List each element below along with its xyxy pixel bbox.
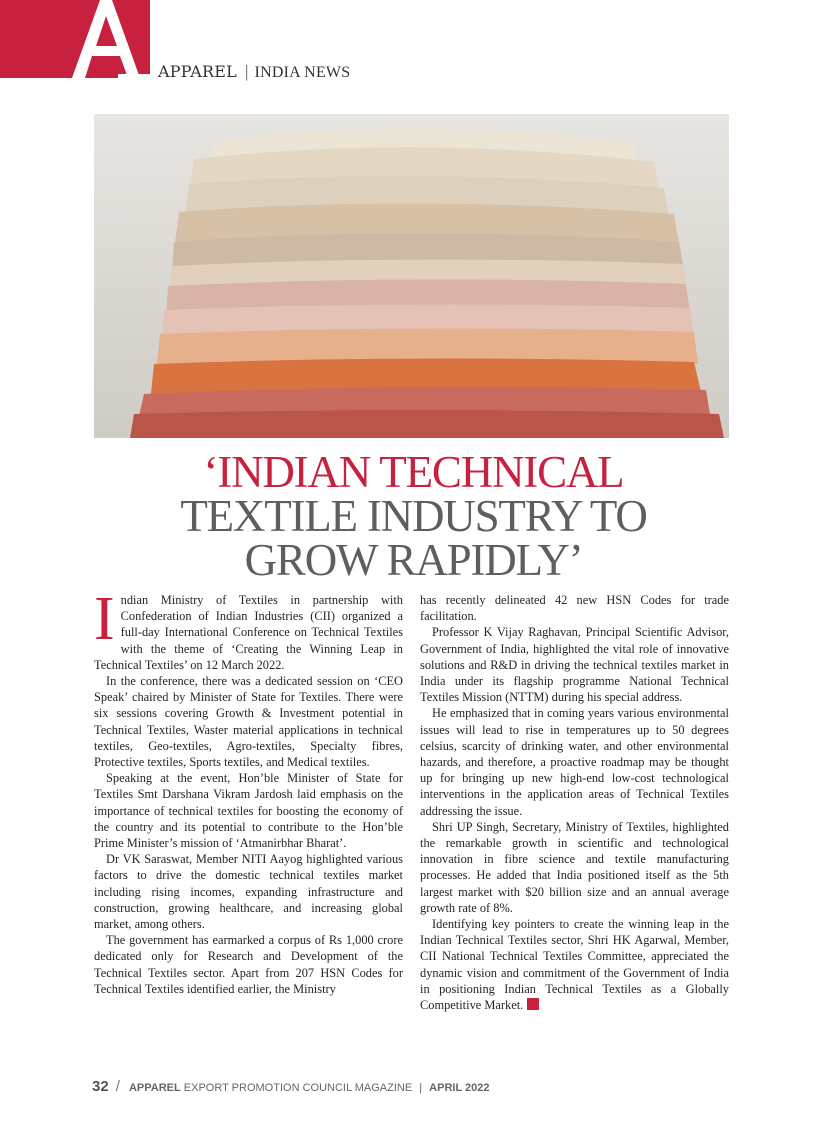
paragraph: In the conference, there was a dedicated session on ‘CEO Speak’ chaired by Minister of State for Textiles. There were six sessions covering Growth & Investment potential in Technical Textiles, Waster material applications in technical textiles, Geo-textiles, Agro-textiles, Specialty fibres, Protective textiles, Sports textiles, and Medical textiles.: [94, 674, 403, 770]
hero-image: [94, 114, 729, 438]
footer-magazine-name: EXPORT PROMOTION COUNCIL MAGAZINE: [183, 1082, 413, 1094]
end-of-article-icon: [527, 998, 539, 1010]
drop-cap: I: [94, 585, 115, 653]
paragraph: Identifying key pointers to create the winning leap in the Indian Technical Textiles sector, Shri HK Agarwal, Member, CII National Technical Textiles Committee, appreciated the dynamic vision and commitment of the Government of India in positioning Indian Technical Textiles as a Globally Competitive Market.: [420, 917, 729, 1013]
article-column-right: [420, 592, 729, 1013]
article-column-left: [94, 585, 403, 997]
paragraph: Indian Ministry of Textiles in partnership with Confederation of Indian Industries (CII) organized a full-day International Conference on Technical Textiles with the theme of ‘Creating the Winning Leap in Technical Textiles’ on 12 March 2022.: [94, 585, 403, 672]
header-section: INDIA NEWS: [254, 64, 351, 81]
article-title: [60, 447, 767, 585]
paragraph: Speaking at the event, Hon’ble Minister of State for Textiles Smt Darshana Vikram Jardosh laid emphasis on the importance of technical textiles for boosting the economy of the country and its potential to contribute to the Hon’ble Prime Minister’s mission of ‘Atmanirbhar Bharat’.: [94, 771, 403, 851]
paragraph: He emphasized that in coming years various environmental issues will lead to rise in temperatures up to 50 degrees celsius, scarcity of drinking water, and other environmental hazards, and therefore, a proactive roadmap may be thought up for bringing up new high-end low-cost technological interventions in the application areas of Technical Textiles addressing the issue.: [420, 706, 729, 818]
footer-brand: APPAREL: [128, 1082, 181, 1094]
title-line-3: GROW RAPIDLY’: [244, 535, 583, 585]
footer-issue: APRIL 2022: [429, 1082, 490, 1094]
paragraph: Professor K Vijay Raghavan, Principal Scientific Advisor, Government of India, highlighted the vital role of innovative solutions and R&D in driving the technical textiles market in India under its flagship programme National Technical Textiles Mission (NTTM) during his special address.: [420, 625, 729, 705]
title-line-1: ‘INDIAN TECHNICAL: [203, 447, 624, 497]
footer-separator: |: [419, 1082, 423, 1094]
header-section-label: APPAREL | INDIA NEWS: [158, 62, 351, 81]
page-footer: [92, 1078, 490, 1095]
footer-slash: /: [115, 1078, 120, 1095]
paragraph: The government has earmarked a corpus of Rs 1,000 crore dedicated only for Research and Development of the Technical Textiles sector. Apart from 207 HSN Codes for Technical Textiles identified earlier, the Ministry: [94, 933, 403, 996]
paragraph: has recently delineated 42 new HSN Codes for trade facilitation.: [420, 593, 729, 624]
paragraph: Shri UP Singh, Secretary, Ministry of Textiles, highlighted the remarkable growth in scientific and technological innovation in fibre science and textile manufacturing processes. He added that India positioned itself as the 5th largest market with $20 billion size and an annual average growth rate of 8%.: [420, 819, 729, 915]
paragraph: Dr VK Saraswat, Member NITI Aayog highlighted various factors to drive the domestic technical textiles market including rising incomes, expanding infrastructure and construction, growing healthcare, and increasing global market, among others.: [94, 852, 403, 932]
magazine-logo: [0, 0, 150, 78]
header-brand: APPAREL: [158, 62, 237, 81]
title-line-2: TEXTILE INDUSTRY TO: [180, 491, 647, 541]
page-number: 32: [92, 1078, 109, 1095]
